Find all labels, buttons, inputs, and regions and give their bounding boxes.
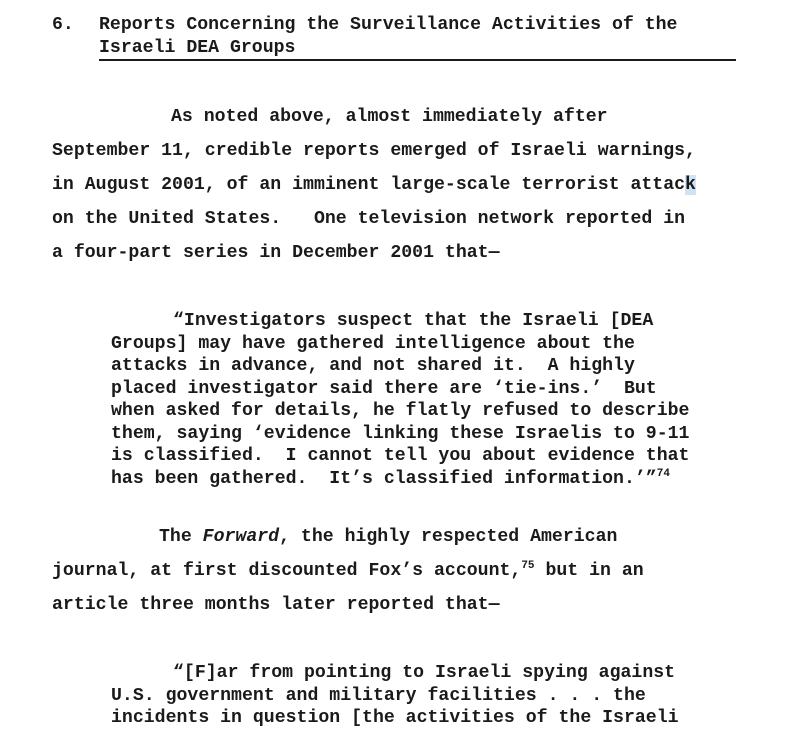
section-title-underline	[99, 59, 736, 61]
paragraph-1-line-3-text: in August 2001, of an imminent large-scale terrorist attac	[52, 175, 686, 195]
quote-2-line-3: incidents in question [the activities of the Israeli	[111, 708, 679, 728]
quote-1-line-7: is classified. I cannot tell you about evidence that	[111, 446, 690, 466]
quote-1-line-2: Groups] may have gathered intelligence about the	[111, 334, 635, 354]
footnote-marker-75[interactable]: 75	[521, 560, 535, 572]
publication-name: Forward	[202, 527, 280, 547]
paragraph-1-line-5: a four-part series in December 2001 that—	[52, 243, 500, 263]
quote-1-line-3: attacks in advance, and not shared it. A highly	[111, 356, 635, 376]
quote-2-line-1: “[F]ar from pointing to Israeli spying against	[173, 663, 676, 683]
quote-1-line-1: “Investigators suspect that the Israeli [DEA	[173, 311, 654, 331]
quote-1-line-5: when asked for details, he flatly refused to describe	[111, 401, 690, 421]
paragraph-1-line-2: September 11, credible reports emerged of Israeli warnings,	[52, 141, 696, 161]
section-title-line-1: Reports Concerning the Surveillance Activities of the	[99, 15, 678, 35]
paragraph-2-line-1	[159, 526, 617, 548]
section-number: 6.	[52, 15, 74, 35]
quote-1-line-6: them, saying ‘evidence linking these Israelis to 9-11	[111, 424, 690, 444]
text-cursor-highlight: k	[685, 175, 696, 195]
quote-1-line-8-text: has been gathered. It’s classified information.’”	[111, 469, 657, 489]
paragraph-2-line-2-pre: journal, at first discounted Fox’s account,	[52, 561, 522, 581]
paragraph-1-line-1: As noted above, almost immediately after	[171, 107, 608, 127]
footnote-marker-74[interactable]: 74	[656, 468, 670, 480]
paragraph-2-line-1-post: , the highly respected American	[279, 527, 618, 547]
paragraph-2-line-3: article three months later reported that—	[52, 595, 500, 615]
paragraph-1-line-4: on the United States. One television network reported in	[52, 209, 686, 229]
paragraph-2-line-2	[52, 560, 644, 582]
paragraph-1-line-3	[52, 174, 696, 196]
paragraph-2-line-1-pre: The	[159, 527, 203, 547]
quote-1-line-4: placed investigator said there are ‘tie-ins.’ But	[111, 379, 657, 399]
quote-1-line-8	[111, 468, 670, 490]
paragraph-2-line-2-post: but in an	[534, 561, 644, 581]
quote-2-line-2: U.S. government and military facilities . . . the	[111, 686, 646, 706]
section-title-line-2: Israeli DEA Groups	[99, 38, 296, 58]
